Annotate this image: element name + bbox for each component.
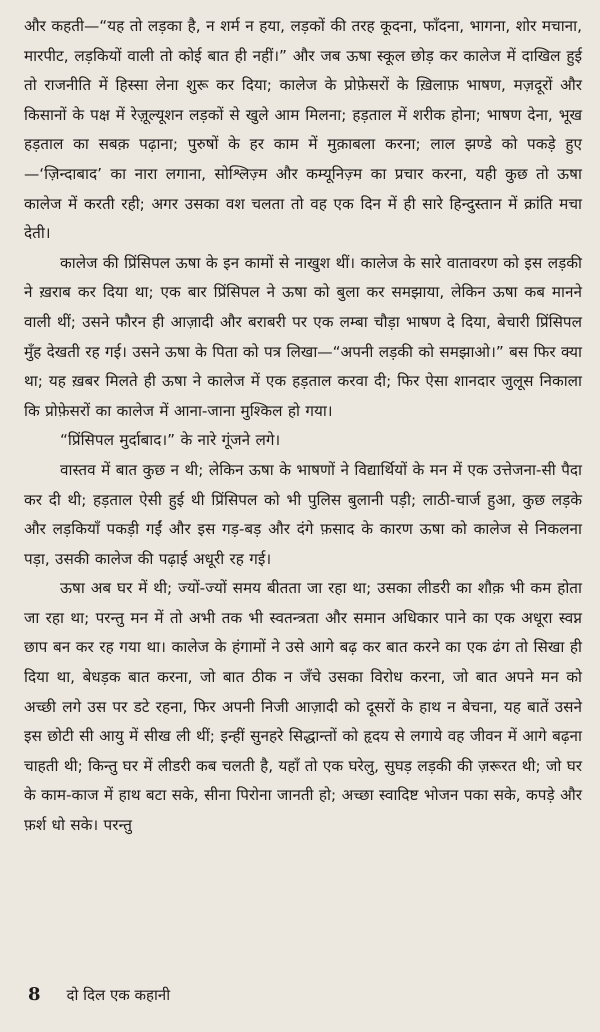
book-title: दो दिल एक कहानी (66, 986, 171, 1004)
paragraph-3: “प्रिंसिपल मुर्दाबाद।” के नारे गूंजने लगे। (60, 431, 281, 450)
paragraph-2: कालेज की प्रिंसिपल ऊषा के इन कामों से नाखुश थीं। कालेज के सारे वातावरण को इस लड़की ने ख़राब कर दिया था; एक बार प्रिंसिपल ने ऊषा को बुला कर समझाया, लेकिन ऊषा कब मानने वाली थीं; उसने फौरन ही आज़ादी और बराबरी पर एक लम्बा चौड़ा भाषण दे दिया, बेचारी प्रिंसिपल मुँह देखती रह गई। उसने ऊषा के पिता को पत्र लिखा—“अपनी लड़की को समझाओ।” बस फिर क्या था; यह ख़बर मिलते ही ऊषा ने कालेज में एक हड़ताल करवा दी; फिर ऐसा शानदार जुलूस निकाला कि प्रोफ़ेसरों का कालेज में आना-जाना मुश्किल हो गया। (24, 253, 582, 420)
paragraph-1: और कहती—“यह तो लड़का है, न शर्म न हया, लड़कों की तरह कूदना, फाँदना, भागना, शोर मचाना, मारपीट, लड़कियों वाली तो कोई बात ही नहीं।” और जब ऊषा स्कूल छोड़ कर कालेज में दाखिल हुई तो राजनीति में हिस्सा लेना शुरू कर दिया; कालेज के प्रोफ़ेसरों के ख़िलाफ़ भाषण, मज़दूरों और किसानों के पक्ष में रेज़ूल्यूशन लड़कों से खुले आम मिलना; हड़ताल में शरीक होना; भाषण देना, भूख हड़ताल का सबक़ पढ़ाना; पुरुषों के हर काम में मुक़ाबला करना; लाल झण्डे को पकड़े हुए—‘ज़िन्दाबाद’ का नारा लगाना, सोश्लिज़्म और कम्यूनिज़्म का प्रचार करना, यही कुछ तो ऊषा कालेज में करती रही; अगर उसका वश चलता तो वह एक दिन में ही सारे हिन्दुस्तान में क्रांति मचा देती। (24, 17, 582, 243)
page-footer (28, 984, 170, 1014)
page-number: 8 (28, 984, 41, 1005)
paragraph-5: ऊषा अब घर में थी; ज्यों-ज्यों समय बीतता जा रहा था; उसका लीडरी का शौक़ भी कम होता जा रहा था; परन्तु मन में तो अभी तक भी स्वतन्त्रता और समान अधिकार पाने का एक अधूरा स्वप्न छाप बन कर रह गया था। कालेज के हंगामों ने उसे आगे बढ़ कर बात करने का एक ढंग तो सिखा ही दिया था, बेधड़क बात करना, जो बात ठीक न जँचे उसका विरोध करना, जो बात अपने मन को अच्छी लगे उस पर डटे रहना, फिर अपनी निजी आज़ादी को दूसरों के हाथ न बेचना, यह बातें उसने इस छोटी सी आयु में सीख ली थीं; इन्हीं सुनहरे सिद्धान्तों को हृदय से लगाये वह जीवन में आगे बढ़ना चाहती थी; किन्तु घर में लीडरी कब चलती है, यहाँ तो एक घरेलु, सुघड़ लड़की की ज़रूरत थी; जो घर के काम-काज में हाथ बटा सके, सीना पिरोना जानती हो; अच्छा स्वादिष्ट भोजन पका सके, कपड़े और फ़र्श धो सके। परन्तु (24, 579, 582, 835)
paragraph-4: वास्तव में बात कुछ न थी; लेकिन ऊषा के भाषणों ने विद्यार्थियों के मन में एक उत्तेजना-सी पैदा कर दी थी; हड़ताल ऐसी हुई थी प्रिंसिपल को भी पुलिस बुलानी पड़ी; लाठी-चार्ज हुआ, कुछ लड़के और लड़कियाँ पकड़ी गईं और इस गड़-बड़ और दंगे फ़साद के कारण ऊषा को कालेज से निकलना पड़ा, उसकी कालेज की पढ़ाई अधूरी रह गई। (24, 460, 582, 568)
